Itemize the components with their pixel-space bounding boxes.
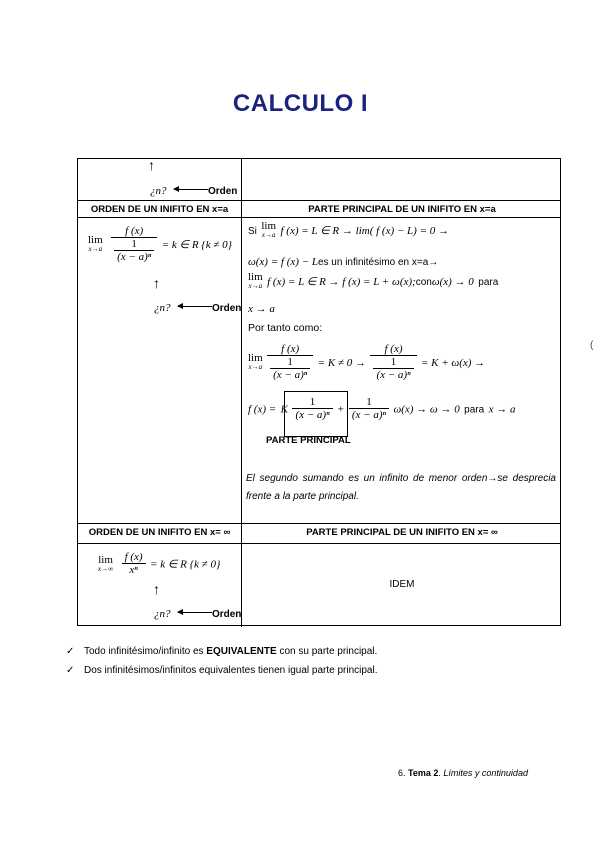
- page-footer: 6. Tema 2. Límites y continuidad: [398, 768, 528, 778]
- check-icon: ✓: [66, 646, 75, 657]
- arrow-left-icon: [178, 612, 212, 613]
- header-orden-inf: ORDEN DE UN INIFITO EN x= ∞: [88, 527, 231, 538]
- order-question: ¿n?: [154, 608, 171, 620]
- bullet-item-2: Dos infinitésimos/infinitos equivalentes tienen igual parte principal.: [84, 665, 378, 676]
- por-tanto-text: Por tanto como:: [248, 322, 323, 334]
- condition-line-1: Si lim x→a f (x) = L ∈ R → lim( f (x) − L) = 0 →: [248, 220, 450, 239]
- footer-subtitle: Límites y continuidad: [443, 768, 528, 778]
- header-parte-inf: PARTE PRINCIPAL DE UN INIFITO EN x= ∞: [306, 527, 498, 538]
- equation-2: f (x) = K $\frac{1}{\text{(x − a)ⁿ}}$ + $\frac{1}{\text{(x − a)ⁿ}}$ ω(x) → ω → 0 para x → a: [248, 396, 516, 421]
- page-number: 6.: [398, 768, 406, 778]
- header-parte-a: PARTE PRINCIPAL DE UN INIFITO EN x=a: [308, 204, 496, 215]
- condition-line-4: x → a: [248, 303, 275, 315]
- equation-1: lim x→a $\frac{f (x)}{\frac{1}{\text{(x − a)ⁿ}}}$ = K ≠ 0 → $\frac{f (x)}{\frac{1}{\text{(x − a)ⁿ}}}$ = K + ω(x) →: [248, 343, 486, 381]
- bullet-item-1: Todo infinitésimo/infinito es EQUIVALENTE con su parte principal.: [84, 646, 378, 657]
- header-orden-a: ORDEN DE UN INIFITO EN x=a: [90, 204, 229, 215]
- row-divider: [78, 217, 560, 218]
- limit-order-a: lim x→a $\frac{f (x)}{\frac{1}{\text{(x − a)ⁿ}}}$ = k ∈ R {k ≠ 0}: [88, 225, 233, 263]
- parte-principal-label: PARTE PRINCIPAL: [266, 435, 351, 446]
- row-divider: [78, 543, 560, 544]
- column-divider: [241, 159, 242, 627]
- limit-order-inf: lim x→∞ $\frac{f (x)}{\text{xⁿ}}$ = k ∈ R {k ≠ 0}: [98, 551, 221, 576]
- page-title: CALCULO I: [232, 90, 369, 117]
- arrow-up-icon: ↑: [153, 583, 160, 598]
- order-question: ¿n?: [150, 185, 167, 197]
- orden-label: Orden: [211, 303, 242, 314]
- side-mark: (: [590, 340, 594, 351]
- parte-principal-box: [284, 391, 348, 437]
- row-divider: [78, 523, 560, 524]
- condition-line-3: lim x→a f (x) = L ∈ R → f (x) = L + ω(x);conω(x) → 0 para: [248, 271, 499, 290]
- row-divider: [78, 200, 560, 201]
- condition-line-2: ω(x) = f (x) − Les un infinitésimo en x=a→: [248, 256, 439, 268]
- arrow-up-icon: ↑: [153, 277, 160, 292]
- arrow-left-icon: [174, 189, 208, 190]
- footer-tema: Tema 2: [408, 768, 439, 778]
- orden-label: Orden: [207, 186, 238, 197]
- content-table: [77, 158, 561, 626]
- orden-label: Orden: [211, 609, 242, 620]
- check-icon: ✓: [66, 665, 75, 676]
- order-question: ¿n?: [154, 302, 171, 314]
- note-text: El segundo sumando es un infinito de menor orden→se desprecia frente a la parte principal.: [246, 473, 556, 502]
- arrow-up-icon: ↑: [148, 159, 155, 174]
- idem-text: IDEM: [389, 579, 415, 590]
- arrow-left-icon: [178, 306, 212, 307]
